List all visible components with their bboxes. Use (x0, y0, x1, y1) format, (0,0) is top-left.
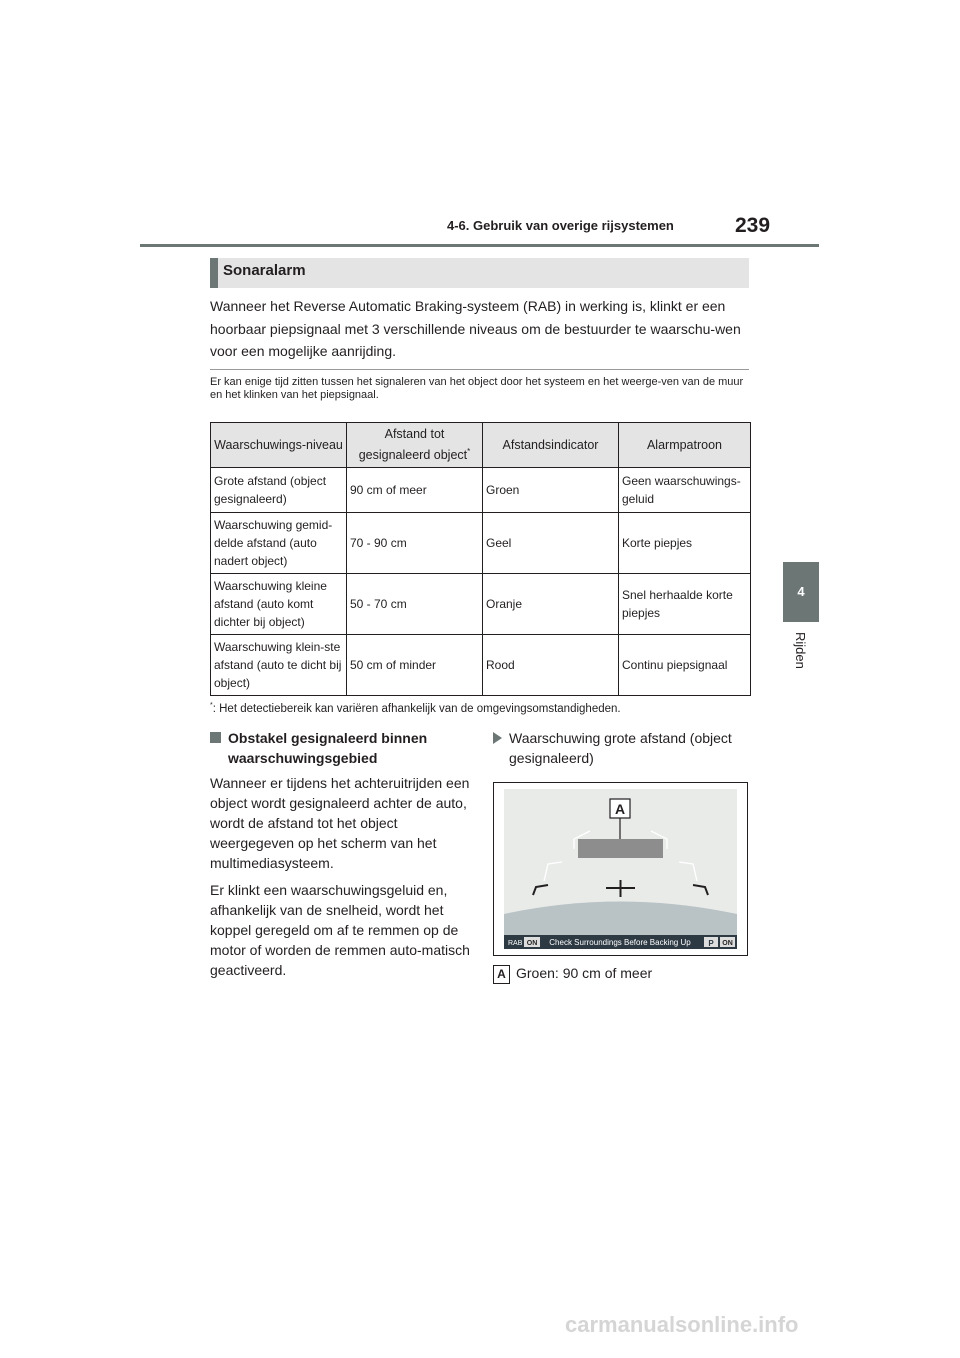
page-number: 239 (735, 214, 771, 237)
cell-pattern: Geen waarschuwings-geluid (619, 468, 751, 513)
rab-label: RAB (508, 940, 523, 947)
footnote-mark: * (210, 702, 213, 709)
cell-indicator: Rood (483, 635, 619, 696)
chapter-tab[interactable]: 4 (783, 562, 819, 622)
cell-distance: 90 cm of meer (347, 468, 483, 513)
table-row (211, 635, 751, 696)
table-row (211, 574, 751, 635)
chapter-tab-label (786, 632, 816, 682)
detected-object-bar (578, 839, 663, 858)
cell-indicator: Oranje (483, 574, 619, 635)
triangle-bullet-icon (493, 732, 502, 744)
note-paragraph: Er kan enige tijd zitten tussen het signaleren van het object door het systeem en het weerge-ven van de muur en het klinken van het piepsignaal. (210, 376, 744, 401)
header-indicator: Afstandsindicator (483, 423, 619, 468)
cell-level: Waarschuwing kleine afstand (auto komt dichter bij object) (211, 574, 347, 635)
header-distance-mark: * (467, 447, 471, 457)
screen-svg (504, 789, 737, 949)
chapter-tab-label-text: Rijden (793, 632, 808, 669)
header-rule (140, 244, 819, 247)
section-breadcrumb: 4-6. Gebruik van overige rijsystemen (447, 218, 674, 233)
section-title-accent (210, 258, 218, 288)
figure-legend (493, 965, 652, 984)
watermark: carmanualsonline.info (565, 1312, 799, 1337)
body-paragraph: Er klinkt een waarschuwingsgeluid en, afhankelijk van de snelheid, wordt het koppel geregeld om af te remmen op de motor of worden de remmen auto-matisch geactiveerd. (210, 882, 470, 978)
cell-distance: 50 - 70 cm (347, 574, 483, 635)
cell-indicator: Geel (483, 513, 619, 574)
figure-caption (493, 728, 753, 768)
callout-letter: A (614, 801, 626, 817)
figure-caption-text: Waarschuwing grote afstand (object gesignaleerd) (509, 730, 732, 766)
cell-distance: 50 cm of minder (347, 635, 483, 696)
table-row (211, 468, 751, 513)
section-title: Sonaralarm (223, 262, 306, 279)
legend-text: Groen: 90 cm of meer (516, 965, 653, 982)
header-pattern: Alarmpatroon (619, 423, 751, 468)
table-row (211, 513, 751, 574)
multimedia-screen-illustration (504, 789, 737, 949)
table-header-row (211, 423, 751, 468)
cell-indicator: Groen (483, 468, 619, 513)
p-state: ON (722, 940, 733, 947)
body-paragraph: Wanneer er tijdens het achteruitrijden een object wordt gesignaleerd achter de auto, wordt de afstand tot het object weergegeven op het scherm van het multimediasysteem. (210, 775, 470, 871)
cell-level: Waarschuwing klein-ste afstand (auto te dicht bij object) (211, 635, 347, 696)
subsection-heading (210, 728, 470, 768)
table-footnote (210, 702, 621, 715)
cell-level: Waarschuwing gemid-delde afstand (auto nadert object) (211, 513, 347, 574)
rab-state: ON (526, 940, 538, 947)
legend-letter-box: A (493, 965, 510, 984)
footnote-text: : Het detectiebereik kan variëren afhankelijk van de omgevingsomstandigheden. (212, 702, 621, 715)
cell-pattern: Continu piepsignaal (619, 635, 751, 696)
subsection-heading-text: Obstakel gesignaleerd binnen waarschuwingsgebied (228, 730, 428, 766)
cell-level: Grote afstand (object gesignaleerd) (211, 468, 347, 513)
p-label: P (708, 939, 714, 948)
square-bullet-icon (210, 732, 221, 743)
cell-pattern: Snel herhaalde korte piepjes (619, 574, 751, 635)
cell-pattern: Korte piepjes (619, 513, 751, 574)
header-level: Waarschuwings-niveau (211, 423, 347, 468)
status-message: Check Surroundings Before Backing Up (549, 938, 691, 947)
note-rule (210, 369, 749, 370)
cell-distance: 70 - 90 cm (347, 513, 483, 574)
intro-paragraph: Wanneer het Reverse Automatic Braking-systeem (RAB) in werking is, klinkt er een hoorbaar piepsignaal met 3 verschillende niveaus om de bestuurder te waarschu-wen voor een mogelijke aanrijding. (210, 298, 741, 359)
header-distance (347, 423, 483, 468)
warning-levels-table (210, 422, 751, 696)
header-distance-text: Afstand tot gesignaleerd object (358, 427, 468, 463)
